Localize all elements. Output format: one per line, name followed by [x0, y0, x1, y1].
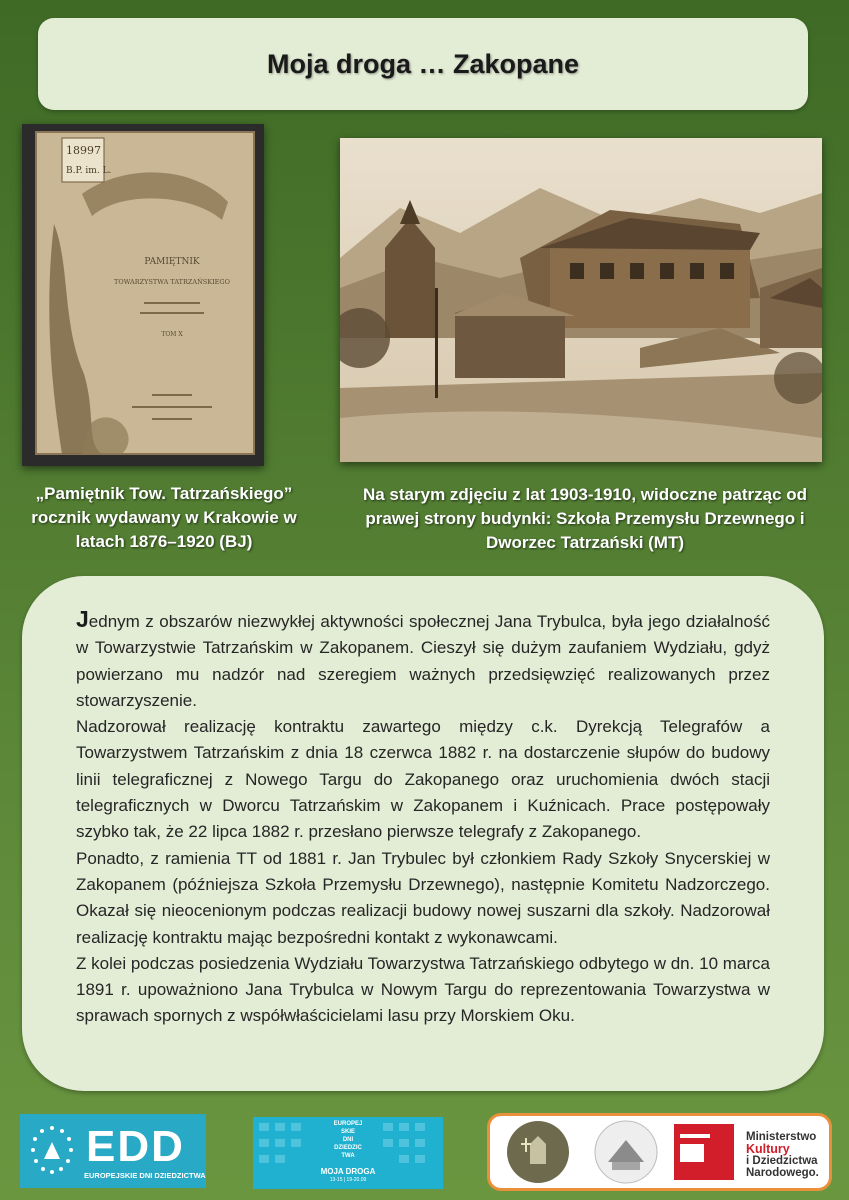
main-text-panel [22, 576, 824, 1091]
church-emblem-icon [500, 1116, 578, 1188]
photo-caption: Na starym zdjęciu z lat 1903-1910, widoczne patrząc od prawej strony budynki: Szkoła Przemysłu Drzewnego i Dworzec Tatrzański (MT) [362, 485, 808, 552]
parish-emblem-icon [586, 1116, 666, 1188]
page-title: Moja droga … Zakopane [266, 48, 580, 79]
mkidn-logo-icon [670, 1120, 738, 1184]
ministry-line-3: i Dziedzictwa [746, 1155, 818, 1167]
ministry-line-2: Kultury [746, 1142, 790, 1156]
paragraph-3: Ponadto, z ramienia TT od 1881 r. Jan Trybulec był członkiem Rady Szkoły Snycerskiej w Zakopanem (późniejsza Szkoła Przemysłu Drzewnego), następnie Komitetu Nadzorczego. Okazał się nieocenionym podczas realizacji budowy nowej suszarni dla szkoły. Nadzorował realizację kontraktu mając bezpośredni kontakt z wykonawcami. [76, 848, 770, 947]
moja-droga-logo [253, 1117, 443, 1189]
moja-title: MOJA DROGA [320, 1167, 376, 1176]
edd-logo [20, 1114, 206, 1188]
ministry-line-4: Narodowego. [746, 1167, 819, 1179]
book-volume: TOM X [161, 331, 183, 338]
book-stamp-number: 18997 [66, 144, 101, 157]
book-stamp-code: B.P. im. L. [66, 166, 112, 176]
title-banner [38, 18, 808, 110]
zakopane-historic-photo [340, 138, 822, 462]
moja-dates: 13-15 | 19-20.09 [329, 1177, 367, 1183]
moja-line-1: EUROPEJ [333, 1121, 363, 1127]
ministry-logo-text [746, 1131, 819, 1179]
book-title-line1: PAMIĘTNIK [144, 257, 200, 267]
moja-line-3: DNI [342, 1137, 354, 1143]
edd-subtitle: EUROPEJSKIE DNI DZIEDZICTWA [84, 1171, 206, 1180]
book-cover-photo [22, 124, 264, 466]
moja-line-5: TWA [341, 1153, 355, 1159]
paragraph-2: Nadzorował realizację kontraktu zawartego między c.k. Dyrekcją Telegrafów a Towarzystwem Tatrzańskim z dnia 18 czerwca 1882 r. na dostarczenie słupów do budowy linii telegraficznej z Nowego Targu do Zakopanego oraz uruchomienia dwóch stacji telegraficznych w Dworcu Tatrzańskim w Zakopanem i Kuźnicach. Prace postępowały szybko tak, że 22 lipca 1882 r. przesłano pierwsze telegrafy z Zakopanego. [76, 717, 770, 842]
paragraph-1 [76, 606, 770, 714]
moja-line-4: DZIEDZIC [334, 1145, 362, 1151]
edd-wordmark: EDD [86, 1122, 185, 1171]
dropcap: J [76, 606, 89, 632]
edd-stars-icon [22, 1114, 82, 1188]
book-title-line2: TOWARZYSTWA TATRZAŃSKIEGO [114, 278, 230, 286]
paragraph-1-text: ednym z obszarów niezwykłej aktywności społecznej Jana Trybulca, była jego działalność w Towarzystwie Tatrzańskim w Zakopanem. Cieszył się dużym zaufaniem Wydziału, gdyż powierzano mu nadzór nad szeregiem ważnych przedsięwzięć realizowanych przez stowarzyszenie. [76, 612, 770, 710]
book-caption: „Pamiętnik Tow. Tatrzańskiego” rocznik wydawany w Krakowie w latach 1876–1920 (BJ) [31, 484, 297, 551]
moja-line-2: SKIE [340, 1129, 355, 1135]
paragraph-4: Z kolei podczas posiedzenia Wydziału Towarzystwa Tatrzańskiego odbytego w dn. 10 marca 1891 r. upoważniono Jana Trybulca w Nowym Targu do reprezentowania Towarzystwa w sprawach spornych z współwłaścicielami lasu przy Morskiem Oku. [76, 953, 770, 1026]
ministry-line-1: Ministerstwo [746, 1131, 817, 1143]
partners-logo-box [487, 1113, 832, 1191]
